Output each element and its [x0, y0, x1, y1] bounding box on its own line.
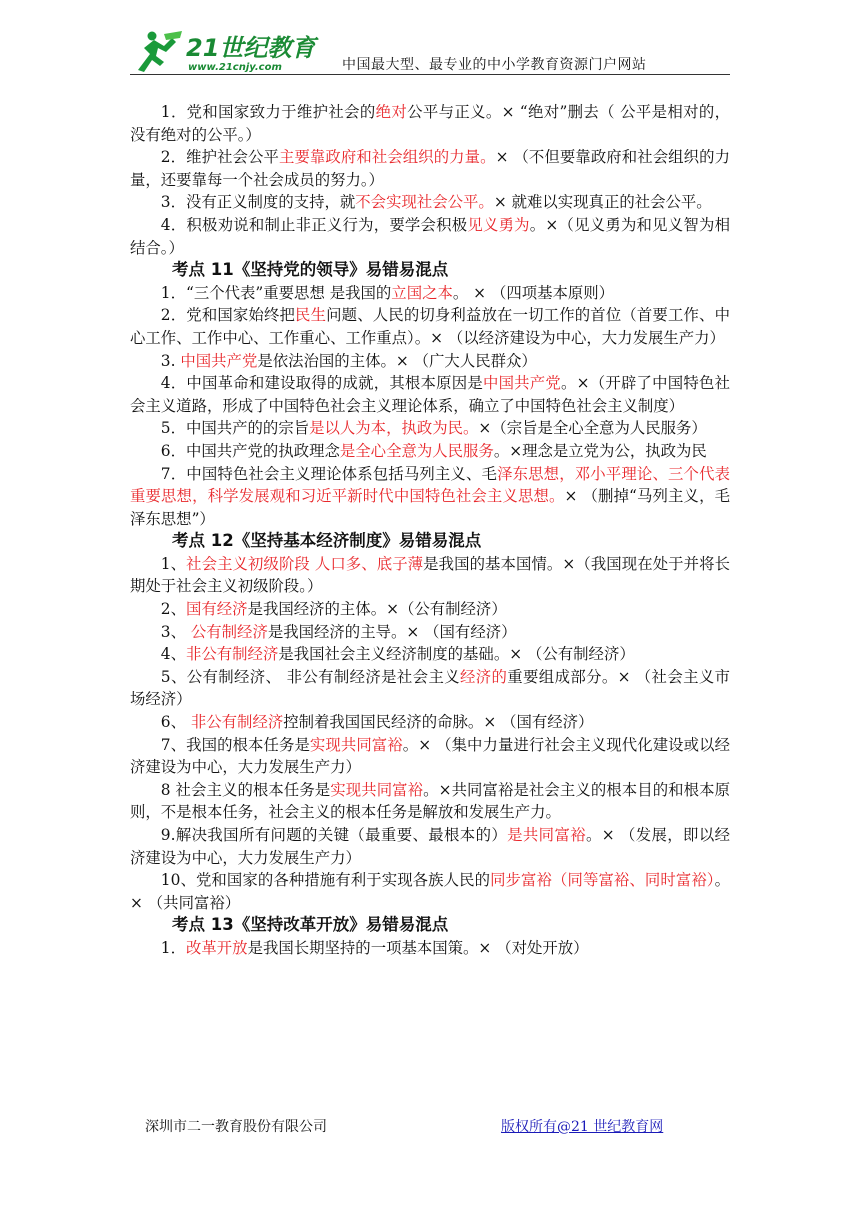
text-segment: 4．积极劝说和制止非正义行为，要学会积极: [160, 215, 468, 234]
text-segment: 8 社会主义的根本任务是: [160, 780, 331, 799]
list-item: [130, 214, 730, 259]
list-item: [130, 824, 730, 869]
list-item: [130, 372, 730, 417]
text-segment: 1．: [160, 938, 186, 957]
header-divider: [130, 74, 730, 75]
list-item: [130, 621, 730, 644]
text-segment: 2．党和国家始终把: [160, 306, 296, 325]
site-slogan: 中国最大型、最专业的中小学教育资源门户网站: [342, 57, 647, 73]
text-segment: 10、党和国家的各种措施有利于实现各族人民的: [160, 871, 491, 890]
list-item: [130, 304, 730, 349]
list-item: [130, 463, 730, 531]
text-segment: 是我国社会主义经济制度的基础。× （公有制经济）: [278, 645, 635, 664]
text-segment: 。×共同富裕是社会主义的根本目的和根本原则，不是根本任务，社会主义的根本任务是解放和发展生产力。: [130, 780, 730, 822]
section-heading: [130, 914, 730, 937]
highlighted-text: 中国共产党: [180, 351, 258, 370]
text-segment: 是我国的基本国情。×（我国现在处于并将长期处于社会主义初级阶段。）: [130, 554, 730, 596]
text-segment: 6、: [160, 713, 191, 732]
text-segment: 。× （发展，即以经济建设为中心，大力发展生产力）: [130, 826, 730, 867]
text-segment: 2、: [160, 600, 186, 619]
text-segment: 。×（见义勇为和见义智为相结合。）: [130, 215, 730, 257]
highlighted-text: 改革开放: [185, 938, 248, 957]
list-item: [130, 711, 730, 734]
list-item: [130, 734, 730, 779]
list-item: [130, 101, 730, 146]
highlighted-text: 同步富裕（同等富裕、同时富裕）: [490, 871, 715, 890]
text-segment: ×（宗旨是全心全意为人民服务）: [478, 419, 707, 438]
text-segment: 是我国经济的主导。× （国有经济）: [267, 622, 517, 641]
page-header: [130, 30, 730, 76]
highlighted-text: 中国共产党: [482, 374, 562, 393]
highlighted-text: 不会实现社会公平。: [355, 193, 494, 212]
text-segment: 3、: [160, 622, 191, 641]
text-segment: 6．中国共产党的执政理念: [160, 441, 340, 460]
text-segment: 重要组成部分。× （社会主义市场经济）: [130, 667, 730, 709]
highlighted-text: 泽东思想，邓小平理论、三个代表重要思想，科学发展观和习近平新时代中国特色社会主义思想。: [130, 464, 730, 506]
list-item: [130, 350, 730, 373]
text-segment: 1．党和国家致力于维护社会的: [160, 103, 376, 121]
document-body: [130, 101, 730, 960]
text-segment: 9.解决我国所有问题的关键（最重要、最根本的）: [160, 826, 508, 844]
highlighted-text: 是全心全意为人民服务: [339, 441, 494, 460]
list-item: [130, 553, 730, 598]
highlighted-text: 主要靠政府和社会组织的力量。: [278, 148, 496, 167]
text-segment: × （不但要靠政府和社会组织的力量，还要靠每一个社会成员的努力。）: [130, 148, 730, 189]
text-segment: 1、: [160, 554, 187, 573]
highlighted-text: 绝对: [375, 103, 408, 121]
highlighted-text: 实现共同富裕: [330, 780, 424, 799]
text-segment: 是我国长期坚持的一项基本国策。× （对处开放）: [247, 938, 589, 957]
highlighted-text: 实现共同富裕: [309, 735, 403, 754]
list-item: [130, 598, 730, 621]
text-segment: 7、我国的根本任务是: [160, 735, 310, 754]
text-segment: 是依法治国的主体。× （广大人民群众）: [257, 351, 537, 370]
list-item: [130, 666, 730, 711]
text-segment: × 就难以实现真正的社会公平。: [493, 193, 712, 212]
highlighted-text: 公有制经济: [190, 622, 268, 641]
list-item: [130, 779, 730, 824]
highlighted-text: 立国之本: [391, 283, 453, 302]
highlighted-text: 见义勇为: [467, 215, 530, 234]
text-segment: 4．中国革命和建设取得的成就，其根本原因是: [160, 374, 483, 393]
svg-text:www.21cnjy.com: www.21cnjy.com: [188, 62, 282, 73]
highlighted-text: 社会主义初级阶段 人口多、底子薄: [186, 554, 424, 573]
highlighted-text: 经济的: [459, 667, 508, 686]
text-segment: 考点 12《坚持基本经济制度》易错易混点: [172, 531, 482, 551]
text-segment: 。×理念是立党为公，执政为民: [493, 441, 707, 460]
text-segment: 。 × （四项基本原则）: [452, 283, 615, 302]
text-segment: 考点 13《坚持改革开放》易错易混点: [172, 915, 449, 935]
text-segment: 7．中国特色社会主义理论体系包括马列主义、毛: [160, 464, 498, 483]
section-heading: [130, 259, 730, 282]
text-segment: 问题、人民的切身利益放在一切工作的首位（首要工作、中心工作、工作中心、工作重心、工作重点）。× （以经济建设为中心，大力发展生产力）: [130, 306, 730, 347]
highlighted-text: 非公有制经济: [190, 713, 284, 732]
text-segment: 是我国经济的主体。×（公有制经济）: [247, 600, 507, 619]
text-segment: 2．维护社会公平: [160, 148, 279, 167]
text-segment: 考点 11《坚持党的领导》易错易混点: [172, 260, 449, 280]
text-segment: 5．中国共产的的宗旨: [160, 419, 310, 438]
text-segment: × （删掉“马列主义，毛泽东思想”）: [130, 487, 730, 528]
text-segment: 控制着我国国民经济的命脉。× （国有经济）: [283, 713, 594, 732]
footer-company: 深圳市二一教育股份有限公司: [145, 1119, 327, 1135]
highlighted-text: 国有经济: [185, 600, 248, 619]
list-item: [130, 191, 730, 214]
list-item: [130, 869, 730, 914]
text-segment: 。×（开辟了中国特色社会主义道路，形成了中国特色社会主义理论体系，确立了中国特色社会主义制度）: [130, 374, 730, 415]
text-segment: 3．没有正义制度的支持，就: [160, 193, 356, 212]
text-segment: 1．“三个代表”重要思想 是我国的: [160, 283, 392, 302]
list-item: [130, 146, 730, 191]
logo-21cnjy: [130, 30, 330, 74]
list-item: [130, 282, 730, 305]
list-item: [130, 643, 730, 666]
svg-text:21世纪教育: 21世纪教育: [186, 34, 316, 62]
footer-copyright-link[interactable]: 版权所有@21 世纪教育网: [501, 1119, 664, 1135]
highlighted-text: 民生: [295, 306, 327, 325]
highlighted-text: 是共同富裕: [507, 826, 586, 844]
text-segment: 。× （共同富裕）: [130, 871, 730, 912]
runner-icon: [138, 38, 176, 72]
list-item: [130, 417, 730, 440]
text-segment: 。× （集中力量进行社会主义现代化建设或以经济建设为中心，大力发展生产力）: [130, 735, 730, 777]
text-segment: 公平与正义。× “绝对”删去（ 公平是相对的，没有绝对的公平。）: [130, 103, 730, 144]
list-item: [130, 440, 730, 463]
text-segment: 5、公有制经济、 非公有制经济是社会主义: [160, 667, 460, 686]
text-segment: 3.: [160, 351, 181, 370]
section-heading: [130, 530, 730, 553]
highlighted-text: 非公有制经济: [185, 645, 279, 664]
text-segment: 4、: [160, 645, 186, 664]
list-item: [130, 937, 730, 960]
highlighted-text: 是以人为本，执政为民。: [309, 419, 479, 438]
